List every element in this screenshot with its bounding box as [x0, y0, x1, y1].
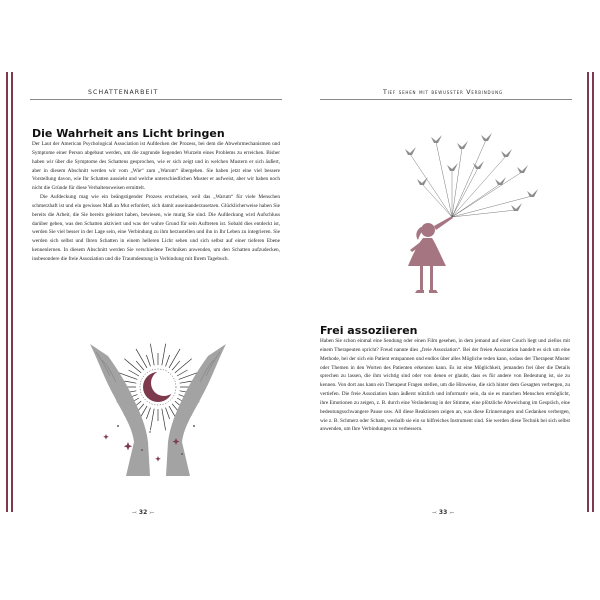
bird-icon — [511, 203, 522, 211]
right-page-heading: Frei assoziieren — [320, 324, 418, 337]
bird-icon — [431, 135, 442, 143]
right-page-number: 33 — [438, 509, 448, 516]
right-header-rule — [320, 99, 572, 100]
left-margin-rule — [6, 72, 8, 512]
right-body-text — [320, 337, 570, 434]
left-running-head: SCHATTENARBEIT — [88, 89, 159, 96]
left-page-number: 32 — [138, 509, 148, 516]
bird-icon — [495, 177, 506, 185]
folio-ornament-left-icon: ⤙ — [132, 509, 137, 516]
bird-icon — [527, 189, 538, 197]
left-paragraph-2: Die Aufdeckung mag wie ein beängstigender Prozess erscheinen, weil das „Warum“ für viele Menschen schmerzhaft ist und ein gewisses Maß an Mut erfordert, sich damit auseinanderzusetzen. Glücklicherweise haben Sie bereits die Arbeit, die Sie bereits geleistet haben, bewiesen, wie mutig Sie sind. Die Aufdeckung wird Aufschluss darüber geben, was den Schatten aktiviert und was der wahre Grund für sein Auftreten ist. Sobald dies entdeckt ist, werden Sie viel besser in der Lage sein, eine Verbindung zu ihm herzustellen und ihn in Ihr Leben zu integrieren. Sie werden sich selbst und Ihren Schatten in einem helleren Licht sehen und sich selbst auf einer tieferen Ebene kennenlernen. In diesem Abschnitt werden Sie verschiedene Techniken anwenden, um den Schatten aufzudecken, insbesondere die freie Assoziation und die Traumdeutung in Verbindung mit Ihrem Tagebuch. — [32, 194, 280, 262]
bird-icon — [517, 165, 528, 173]
bird-icon — [405, 147, 416, 155]
bird-icon — [457, 141, 468, 149]
right-folio — [432, 509, 454, 517]
folio-ornament-right-icon: ⤚ — [449, 509, 455, 516]
left-header-rule — [30, 99, 282, 100]
folio-ornament-left-icon: ⤙ — [432, 509, 437, 516]
left-page-heading: Die Wahrheit ans Licht bringen — [32, 127, 225, 140]
bird-icon — [473, 161, 484, 169]
left-margin-rule-inner — [11, 72, 13, 512]
right-margin-rule-inner — [587, 72, 589, 512]
left-folio — [132, 509, 154, 517]
hands-crescent-moon-icon — [88, 330, 228, 480]
left-body-text — [32, 140, 280, 264]
girl-with-bird-balloons-icon — [382, 130, 552, 300]
bird-icon — [501, 149, 512, 157]
right-running-head: Tief sehen mit bewusster Verbindung — [383, 89, 503, 96]
right-paragraph-1: Haben Sie schon einmal eine Sendung oder einen Film gesehen, in dem jemand auf einer Couch liegt und ziellos mit einem Therapeuten spricht? Freud nannte dies „freie Assoziation“. Bei der freien Assoziation handelt es sich um eine Methode, bei der sich ein Patient entspannen und endlos über alles Mögliche reden kann, sodass der Therapeut Muster oder Themen in den Worten des Patienten erkennen kann. Es ist eine Möglichkeit, jemanden frei über die Details sprechen zu lassen, die ihm wichtig sind oder von denen er glaubt, dass es für andere von Bedeutung ist, sie zu kennen. Von dort aus kann ein Therapeut Fragen stellen, um die Hinweise, die sich hinter dem Gesagten verbergen, zu vertiefen. Die freie Assoziation kann äußerst nützlich und informativ sein, da sie es manchen Menschen ermöglicht, ihre Emotionen zu zeigen, z. B. durch eine Veränderung in der Stimme, eine plötzliche Abweichung im Gespräch, eine bedeutungsschwangere Pause usw. All diese Reaktionen zeigen an, was diese Erinnerungen und Gedanken verbergen, wie z. B. Schmerz oder Scham, weshalb sie ein so hilfreiches Instrument sind. Sie werden diese Technik bei sich selbst anwenden, um Ihre Verbindungen zu verbessern. — [320, 338, 570, 433]
bird-icon — [447, 163, 458, 171]
left-paragraph-1: Der Laut der American Psychological Association ist Aufdecken der Prozess, bei dem die Abwehrmechanismen und Symptome einer Person abgebaut werden, um die zugrunde liegenden Wurzeln eines Problems zu erreichen. Bisher haben wir über die Symptome des Schattens gesprochen, wie er sich zeigt und in welchen Mustern er sich äußert, aber in diesem Abschnitt werden wir vom „Wie“ zum „Warum“ übergehen. Sie haben jetzt eine viel bessere Vorstellung davon, wie Ihr Schatten aussieht und welche unterschiedlichen Muster er aufweist, aber wir haben noch nicht die Gründe für diese Verhaltensweisen ermittelt. — [32, 141, 280, 192]
right-margin-rule — [592, 72, 594, 512]
bird-icon — [481, 133, 492, 141]
folio-ornament-right-icon: ⤚ — [149, 509, 155, 516]
